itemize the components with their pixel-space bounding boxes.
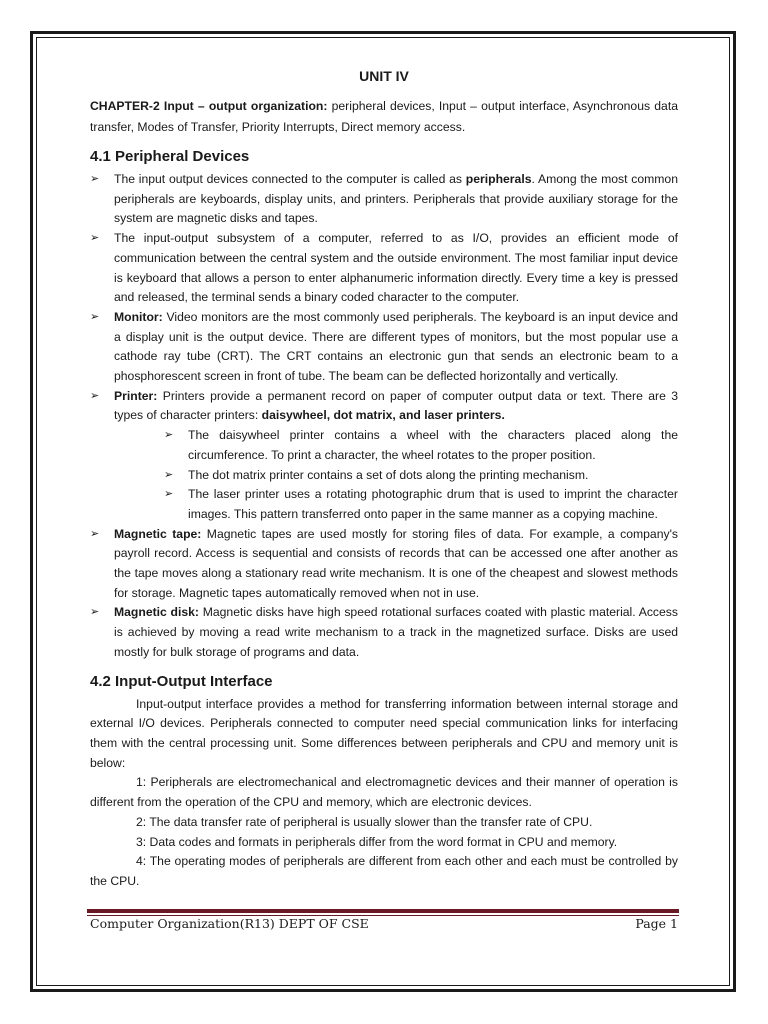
bullet-label: Magnetic disk:	[114, 605, 199, 620]
list-item	[90, 387, 678, 525]
chapter-label: CHAPTER-2 Input – output organization:	[90, 99, 328, 113]
list-item	[90, 229, 678, 308]
difference-point: 3: Data codes and formats in peripherals differ from the word format in CPU and memory.	[136, 834, 618, 849]
bullet-bold-term: daisywheel, dot matrix, and laser printers.	[261, 408, 505, 423]
sub-list-item: ➢ The laser printer uses a rotating photographic drum that is used to imprint the character images. This pattern transferred onto paper in the same manner as a copying machine.	[164, 485, 678, 524]
bullet-text: Magnetic tapes are used mostly for storing files of data. For example, a company's payroll record. Access is sequential and consists of records that can be accessed one after another as the tape moves along a stationary read write mechanism. It is one of the cheapest and slowest methods for storage. Magnetic tapes automatically removed when not in use.	[114, 526, 679, 600]
footer-course-title: Computer Organization(R13) DEPT OF CSE	[90, 916, 369, 931]
page-title: UNIT IV	[359, 68, 409, 84]
peripheral-bullet-list	[90, 170, 678, 663]
bullet-text: Video monitors are the most commonly used peripherals. The keyboard is an input device and a display unit is the output device. There are different types of monitors, but the most popular use a cathode ray tube (CRT). The CRT contains an electronic gun that sends an electronic beam to a phosphorescent screen in front of tube. The beam can be deflected horizontally and vertically.	[114, 309, 678, 384]
list-item	[90, 525, 678, 604]
page-content	[90, 66, 678, 892]
difference-point: 4: The operating modes of peripherals are different from each other and each must be controlled by the CPU.	[90, 854, 678, 888]
bullet-bold-term: peripherals	[465, 172, 532, 186]
sub-list-item: ➢ The daisywheel printer contains a wheel with the characters placed along the circumference. To print a character, the wheel rotates to the proper position.	[164, 426, 678, 465]
chapter-line	[90, 96, 678, 138]
footer-rule-thick	[87, 909, 679, 913]
section-heading-io-interface: 4.2 Input-Output Interface	[90, 672, 273, 690]
section-heading-peripheral-devices: 4.1 Peripheral Devices	[90, 148, 250, 165]
bullet-text: Magnetic disks have high speed rotational surfaces coated with plastic material. Access is achieved by moving a read write mechanism to a track in the magnetized surface. Disks are used mostly for bulk storage of programs and data.	[114, 605, 678, 659]
bullet-label: Printer:	[114, 388, 158, 403]
bullet-text: The input-output subsystem of a computer, referred to as I/O, provides an efficient mode of communication between the central system and the outside environment. The most familiar input device is keyboard that allows a person to enter alphanumeric information directly. Every time a key is pressed and released, the terminal sends a binary coded character to the computer.	[114, 231, 678, 305]
footer-page-number: Page 1	[635, 916, 678, 931]
sub-list-item: ➢ The dot matrix printer contains a set of dots along the printing mechanism.	[164, 466, 678, 486]
difference-point: 2: The data transfer rate of peripheral is usually slower than the transfer rate of CPU.	[136, 814, 593, 829]
list-item	[90, 603, 678, 662]
bullet-label: Magnetic tape:	[114, 526, 202, 541]
chapter-topics: peripheral devices, Input – output interface, Asynchronous data transfer, Modes of Transfer, Priority Interrupts, Direct memory access.	[90, 99, 678, 134]
list-item	[90, 308, 678, 387]
printer-sub-list	[114, 426, 678, 525]
bullet-text: The input output devices connected to the computer is called as	[114, 172, 466, 186]
bullet-text: Printers provide a permanent record on paper of computer output data or text. There are 3 types of character printers:	[114, 388, 678, 423]
bullet-text: . Among the most common peripherals are keyboards, display units, and printers. Peripherals that provide auxiliary storage for the system are magnetic disks and tapes.	[114, 172, 678, 226]
bullet-label: Monitor:	[114, 309, 163, 324]
io-interface-intro: Input-output interface provides a method for transferring information between internal storage and external I/O devices. Peripherals connected to computer need special communication links for interfacing them with the central processing unit. Some differences between peripherals and CPU and memory unit is below:	[90, 696, 678, 770]
list-item	[90, 170, 678, 229]
difference-point: 1: Peripherals are electromechanical and electromagnetic devices and their manner of operation is different from the operation of the CPU and memory, which are electronic devices.	[90, 775, 678, 810]
